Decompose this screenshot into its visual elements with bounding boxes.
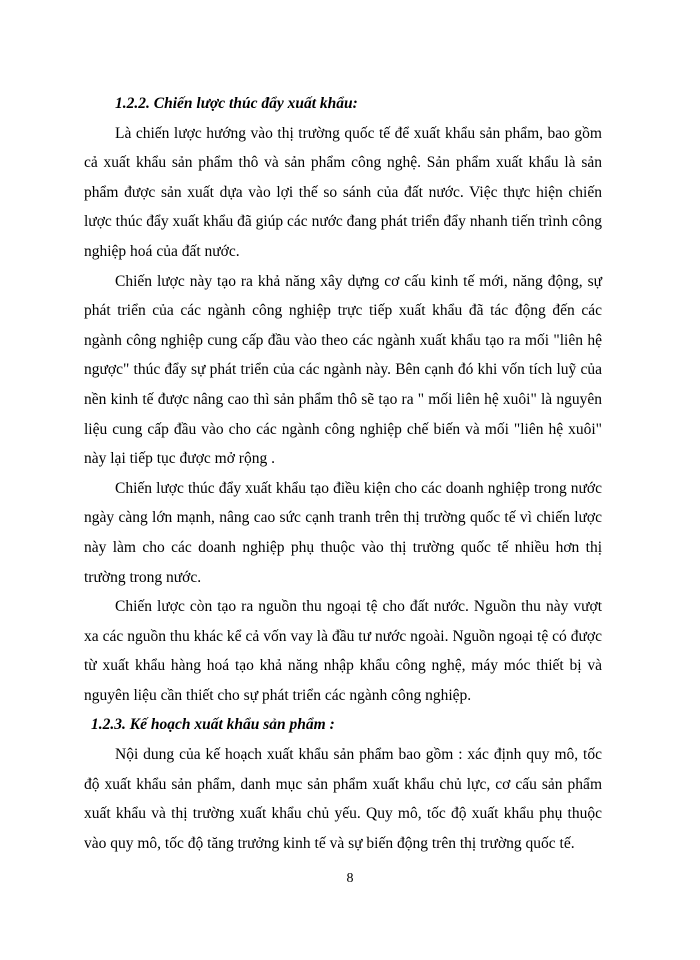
page-number: 8 [346, 871, 354, 886]
paragraph: Chiến lược này tạo ra khả năng xây dựng cơ cấu kinh tế mới, năng động, sự phát triển của các ngành công nghiệp trực tiếp xuất khẩu đã tác động đến các ngành công nghiệp cung cấp đầu vào theo các ngành xuất khẩu tạo ra mối "liên hệ ngược" thúc đẩy sự phát triển của các ngành này. Bên cạnh đó khi vốn tích luỹ của nền kinh tế được nâng cao thì sản phẩm thô sẽ tạo ra " mối liên hệ xuôi" là nguyên liệu cung cấp đầu vào cho các ngành công nghiệp chế biến và mối "liên hệ xuôi" này lại tiếp tục được mở rộng . [84, 272, 602, 468]
paragraph: Chiến lược thúc đẩy xuất khẩu tạo điều kiện cho các doanh nghiệp trong nước ngày càng lớn mạnh, nâng cao sức cạnh tranh trên thị trường quốc tế vì chiến lược này làm cho các doanh nghiệp phụ thuộc vào thị trường quốc tế nhiều hơn thị trường trong nước. [84, 479, 602, 586]
section-heading-1-2-3: 1.2.3. Kế hoạch xuất khẩu sản phẩm : [91, 716, 335, 734]
paragraph: Nội dung của kế hoạch xuất khẩu sản phẩm bao gồm : xác định quy mô, tốc độ xuất khẩu sản phẩm, danh mục sản phẩm xuất khẩu chủ lực, cơ cấu sản phẩm xuất khẩu và thị trường xuất khẩu chủ yếu. Quy mô, tốc độ xuất khẩu phụ thuộc vào quy mô, tốc độ tăng trưởng kinh tế và sự biến động trên thị trường quốc tế. [84, 746, 602, 852]
page-body [84, 89, 602, 858]
paragraph: Là chiến lược hướng vào thị trường quốc tế để xuất khẩu sản phẩm, bao gồm cả xuất khẩu sản phẩm thô và sản phẩm công nghệ. Sản phẩm xuất khẩu là sản phẩm được sản xuất dựa vào lợi thế so sánh của đất nước. Việc thực hiện chiến lược thúc đẩy xuất khẩu đã giúp các nước đang phát triển đẩy nhanh tiến trình công nghiệp hoá của đất nước. [84, 124, 602, 260]
section-heading-1-2-2: 1.2.2. Chiến lược thúc đẩy xuất khẩu: [115, 95, 358, 112]
paragraph: Chiến lược còn tạo ra nguồn thu ngoại tệ cho đất nước. Nguồn thu này vượt xa các nguồn thu khác kể cả vốn vay là đầu tư nước ngoài. Nguồn ngoại tệ có được từ xuất khẩu hàng hoá tạo khả năng nhập khẩu công nghệ, máy móc thiết bị và nguyên liệu cần thiết cho sự phát triển các ngành công nghiệp. [84, 598, 602, 704]
